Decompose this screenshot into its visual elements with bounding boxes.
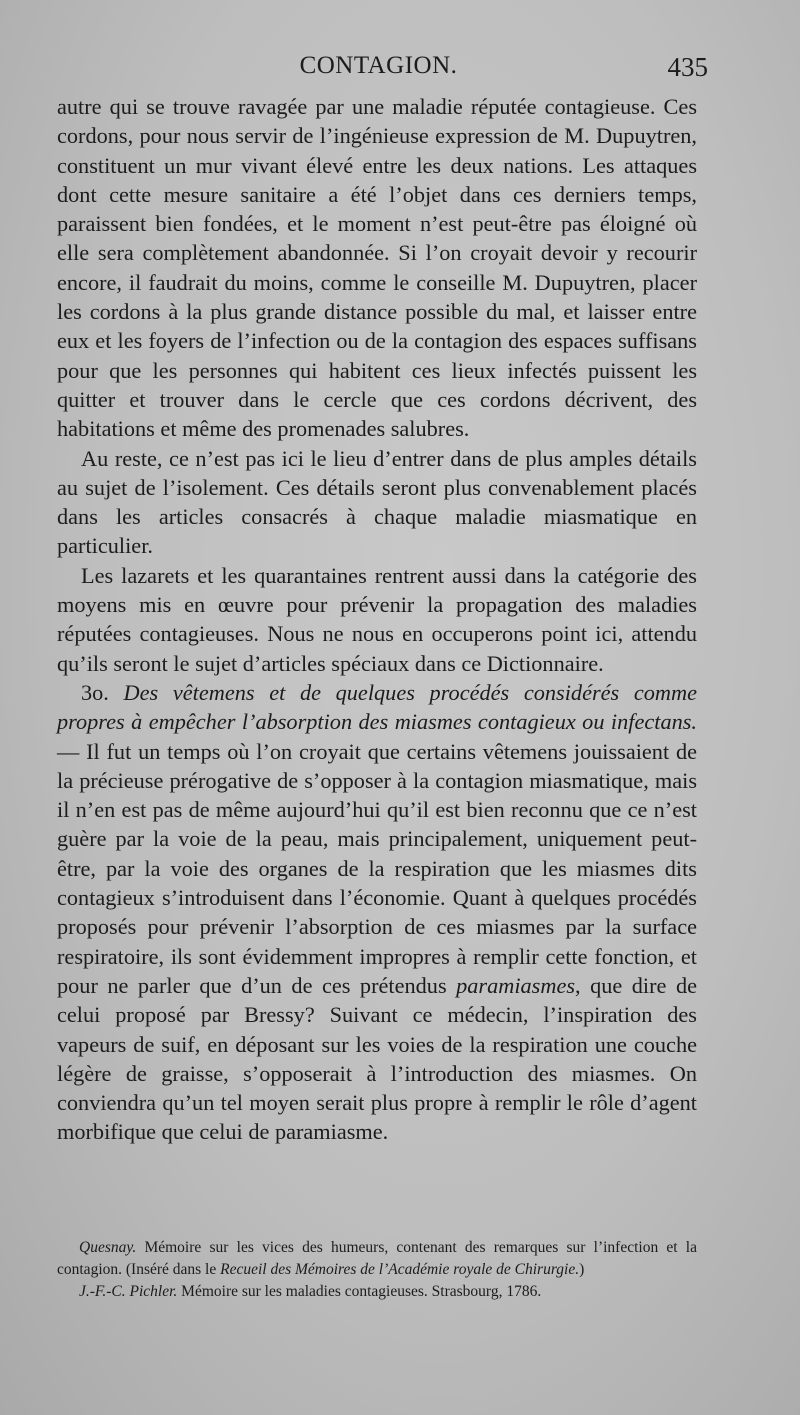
section-paragraph (57, 678, 697, 1147)
paragraph-text: , que dire de celui proposé par Bressy? Suivant ce médecin, l’inspiration des vapeurs de suif, en déposant sur les voies de la respiration une couche légère de graisse, s’opposerait à l’introduction des miasmes. On conviendra qu’un tel moyen serait plus propre à remplir le rôle d’agent morbifique que celui de paramiasme. (57, 972, 697, 1145)
page-header (57, 52, 708, 88)
reference-text: Mémoire sur les vices des humeurs, contenant des remarques sur l’infection et la contagion. (Inséré dans le (57, 1239, 697, 1278)
section-heading: Des vêtemens et de quelques procédés considérés comme propres à empêcher l’absorption des miasmes contagieux ou infectans. (57, 679, 698, 735)
paragraph-text: Il fut un temps où l’on croyait que certains vêtemens jouissaient de la précieuse prérogative de s’opposer à la contagion miasmatique, mais il n’en est pas de même aujourd’hui qu’il est bien reconnu que ce n’est guère par la voie de la peau, mais principalement, uniquement peut-être, par la voie des organes de la respiration que les miasmes dits contagieux s’introduisent dans l’économie. Quant à quelques procédés proposés pour prévenir l’absorption de ces miasmes par la surface respiratoire, ils sont évidemment impropres à remplir cette fonction, et pour ne parler que d’un de ces prétendus (57, 738, 697, 998)
reference-entry (57, 1281, 697, 1303)
reference-entry (57, 1237, 697, 1281)
paragraph: autre qui se trouve ravagée par une maladie réputée contagieuse. Ces cordons, pour nous servir de l’ingénieuse expression de M. Dupuytren, constituent un mur vivant élevé entre les deux nations. Les attaques dont cette mesure sanitaire a été l’objet dans ces derniers temps, paraissent bien fondées, et le moment n’est peut-être pas éloigné où elle sera complètement abandonnée. Si l’on croyait devoir y recourir encore, il faudrait du moins, comme le conseille M. Dupuytren, placer les cordons à la plus grande distance possible du mal, et laisser entre eux et les foyers de l’infection ou de la contagion des espaces suffisans pour que les personnes qui habitent ces lieux infectés puissent les quitter et trouver dans le cercle que ces cordons décrivent, des habitations et même des promenades salubres. (57, 94, 697, 442)
page-number: 435 (667, 52, 708, 82)
reference-title: Recueil des Mémoires de l’Académie royale de Chirurgie. (220, 1261, 580, 1278)
reference-text: ) (579, 1261, 585, 1278)
running-title: CONTAGION. (299, 52, 458, 79)
body-text (57, 92, 697, 1147)
italic-term: paramiasmes (456, 972, 576, 998)
em-dash: — (57, 738, 87, 764)
paragraph: Les lazarets et les quarantaines rentrent aussi dans la catégorie des moyens mis en œuvre pour prévenir la propagation des maladies réputées contagieuses. Nous ne nous en occuperons point ici, attendu qu’ils seront le sujet d’articles spéciaux dans ce Dictionnaire. (57, 562, 697, 676)
paragraph: Au reste, ce n’est pas ici le lieu d’entrer dans de plus amples détails au sujet de l’isolement. Ces détails seront plus convenablement placés dans les articles consacrés à chaque maladie miasmatique en particulier. (57, 445, 697, 559)
section-number: 3o. (81, 679, 109, 705)
reference-text: Mémoire sur les maladies contagieuses. Strasbourg, 1786. (177, 1283, 542, 1300)
references (57, 1237, 697, 1303)
reference-author: J.-F.-C. Pichler. (79, 1283, 178, 1300)
reference-author: Quesnay. (79, 1239, 137, 1256)
